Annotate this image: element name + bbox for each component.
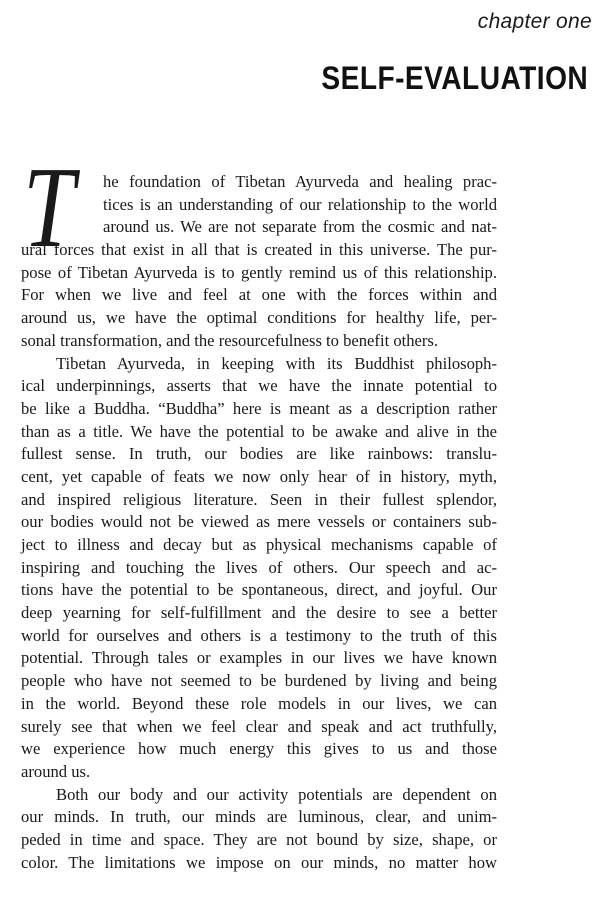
chapter-title: SELF-EVALUATION xyxy=(321,60,588,96)
text-line: inspiring and touching the lives of others. Our speech and ac- xyxy=(21,557,497,577)
text-line: people who have not seemed to be burdened by living and being xyxy=(21,671,497,691)
text-line: peded in time and space. They are not bound by size, shape, or xyxy=(21,829,497,849)
text-line: Both our body and our activity potentials are dependent on xyxy=(56,784,497,804)
chapter-label: chapter one xyxy=(477,10,592,33)
text-line: For when we live and feel at one with the forces within and xyxy=(21,285,497,305)
text-line: cent, yet capable of feats we now only hear of in history, myth, xyxy=(21,466,497,486)
text-line: Tibetan Ayurveda, in keeping with its Buddhist philosoph- xyxy=(56,353,497,373)
text-line: we experience how much energy this gives to us and those xyxy=(21,739,497,759)
text-line: around us. We are not separate from the cosmic and nat- xyxy=(103,217,497,237)
text-line: deep yearning for self-fulfillment and the desire to see a better xyxy=(21,603,497,623)
text-line: color. The limitations we impose on our minds, no matter how xyxy=(21,852,497,872)
text-line: fullest sense. In truth, our bodies are like rainbows: translu- xyxy=(21,444,497,464)
text-line: tices is an understanding of our relationship to the world xyxy=(103,194,497,214)
body-text xyxy=(21,171,497,874)
text-line: tions have the potential to be spontaneous, direct, and joyful. Our xyxy=(21,580,497,600)
text-line: world for ourselves and others is a testimony to the truth of this xyxy=(21,625,497,645)
text-line: ject to illness and decay but as physical mechanisms capable of xyxy=(21,535,497,554)
drop-cap-letter: T xyxy=(23,144,75,272)
text-line: pose of Tibetan Ayurveda is to gently remind us of this relationship. xyxy=(21,262,497,282)
text-line: around us, we have the optimal conditions for healthy life, per- xyxy=(21,308,497,328)
text-line: potential. Through tales or examples in our lives we have known xyxy=(21,648,497,668)
text-line: around us. xyxy=(21,761,91,781)
text-line: in the world. Beyond these role models in our lives, we can xyxy=(21,693,497,713)
text-line: ical underpinnings, asserts that we have the innate potential to xyxy=(21,376,497,396)
text-line: he foundation of Tibetan Ayurveda and healing prac- xyxy=(103,172,497,191)
text-line: than as a title. We have the potential to be awake and alive in the xyxy=(21,421,497,441)
text-line: surely see that when we feel clear and speak and act truthfully, xyxy=(21,716,497,736)
text-line: our bodies would not be viewed as mere vessels or containers sub- xyxy=(21,512,497,532)
text-line: our minds. In truth, our minds are luminous, clear, and unim- xyxy=(21,807,497,827)
text-line: ural forces that exist in all that is created in this universe. The pur- xyxy=(21,240,497,260)
text-line: sonal transformation, and the resourcefulness to benefit others. xyxy=(21,330,439,350)
text-line: be like a Buddha. “Buddha” here is meant as a description rather xyxy=(21,398,497,418)
text-line: and inspired religious literature. Seen in their fullest splendor, xyxy=(21,489,497,509)
